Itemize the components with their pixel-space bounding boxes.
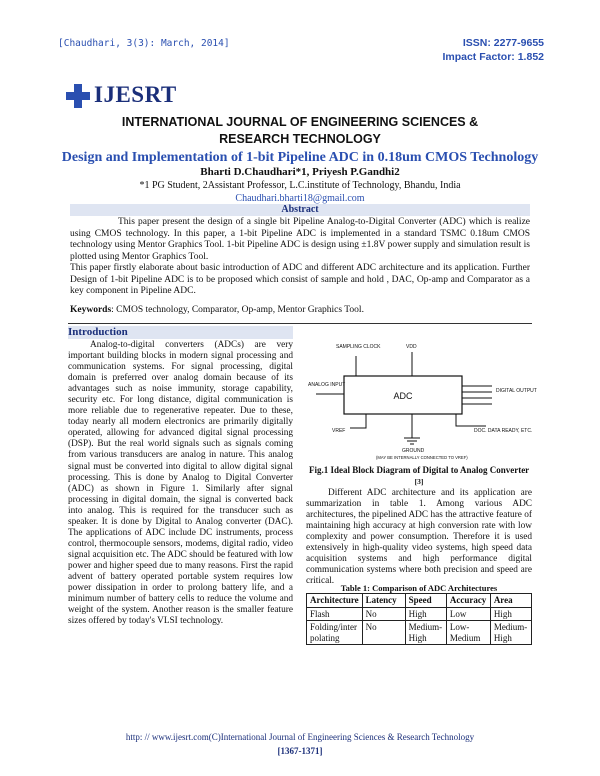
abstract-paragraph-1: This paper present the design of a single bit Pipeline Analog-to-Digital Converter (ADC) which is realize using CMOS technology. In this paper, a 1-bit Pipeline ADC is implemented in a standard TSMC 0.18um CMOS technology using Mentor Graphics Tool. 1-bit Pipeline ADC is design using ±1.8V power supply and simulation result is plotted using Mentor Graphics Tool. (70, 217, 530, 262)
vref-label: VREF (332, 428, 346, 434)
adc-label: ADC (393, 391, 413, 401)
footer-line: http: // www.ijesrt.com(C)International Journal of Engineering Sciences & Research Technology (125, 732, 475, 742)
digital-output-label: DIGITAL OUTPUT (496, 388, 537, 394)
table-caption: Table 1: Comparison of ADC Architectures (340, 583, 498, 593)
author-email[interactable]: Chaudhari.bharti18@gmail.com (235, 193, 365, 204)
logo-text: IJESRT (94, 82, 177, 107)
table-cell: Low-Medium (446, 621, 490, 645)
ground-symbol (404, 438, 420, 444)
table-row (307, 607, 532, 621)
table-header-row (307, 594, 532, 608)
table-cell: Medium-High (405, 621, 446, 645)
introduction-paragraph: Analog-to-digital converters (ADCs) are very important building blocks in modern signal processing and communication systems. For signal processing, digital domain is preferred over analog domain because of its advantages such as noise immunity, storage capability, security etc. For long distance, digital communication is more reliable due to regenerative repeater. Due to these, today nearly all modern electronics are primarily digitally operated, allowing for advanced digital signal processing (DSP). But the real world signals such as signals coming from various transducers are analog in nature. This analog signal must be converted into digital to allow digital signal processing. This is done by Analog to Digital Converter (ADC) as shown in Figure 1. Similarly after signal processing in digital domain, the signal is converted back into analog. This is required for the transducer such as speaker. It is done by Digital to Analog converter (DAC). The applications of ADC include DC instruments, process control, thermocouple sensors, modems, digital radio, video signal acquisition etc. The ADC should be featured with low power and higher speed due to many reasons. First the rapid advent of battery operated portable system requires low power dissipation in order to prolong battery life, and a minimum number of battery cells to reduce the volume and weight of the system. Another reason is the smaller feature sizes offered by today's VLSI technology. (68, 340, 293, 627)
ground-label: GROUND (402, 448, 425, 454)
paper-title: Design and Implementation of 1-bit Pipeline ADC in 0.18um CMOS Technology (61, 150, 539, 165)
footer-pages: [1367-1371] (277, 746, 323, 756)
issn: ISSN: 2277-9655 (462, 37, 544, 49)
analog-input-label: ANALOG INPUT (308, 382, 346, 388)
impact-factor: Impact Factor: 1.852 (442, 51, 544, 63)
plus-cross-icon (66, 84, 90, 108)
table-header-cell: Speed (405, 594, 446, 608)
figure-caption-text: Fig.1 Ideal Block Diagram of Digital to Analog Converter (308, 465, 530, 475)
right-column-body (306, 488, 532, 587)
adc-block-diagram (306, 338, 537, 462)
vref-wire (350, 414, 366, 428)
introduction-heading: Introduction (68, 326, 293, 339)
doc-label: DOC. DATA READY, ETC. (474, 428, 533, 434)
table-header-cell: Accuracy (446, 594, 490, 608)
figure-caption-ref: [3] (414, 477, 424, 486)
ground-note: (MAY BE INTERNALLY CONNECTED TO VREF) (376, 455, 468, 460)
sampling-clock-label: SAMPLING CLOCK (336, 344, 381, 350)
doc-wire (456, 414, 486, 426)
abstract-heading: Abstract (70, 204, 530, 216)
table-row (307, 621, 532, 645)
table-header-cell: Latency (362, 594, 405, 608)
keywords (70, 305, 530, 315)
paper-affiliation: *1 PG Student, 2Assistant Professor, L.C.institute of Technology, Bhandu, India (139, 180, 461, 191)
table-cell: High (490, 607, 531, 621)
introduction-body (68, 340, 293, 627)
vdd-label: VDD (406, 344, 417, 350)
table-cell: Low (446, 607, 490, 621)
keywords-text: : CMOS technology, Comparator, Op-amp, Mentor Graphics Tool. (111, 305, 364, 315)
table-cell: High (405, 607, 446, 621)
header-citation: [Chaudhari, 3(3): March, 2014] (58, 38, 230, 49)
table-header-cell: Area (490, 594, 531, 608)
paper-authors: Bharti D.Chaudhari*1, Priyesh P.Gandhi2 (200, 166, 400, 178)
table-cell: Folding/interpolating (307, 621, 363, 645)
keywords-label: Keywords (70, 305, 112, 315)
table-cell: Flash (307, 607, 363, 621)
table-cell: No (362, 621, 405, 645)
abstract-body (70, 217, 530, 298)
digital-output-bus (462, 386, 492, 404)
abstract-paragraph-2: This paper firstly elaborate about basic introduction of ADC and different ADC architecture and its application. Further Design of 1-bit Pipeline ADC is to be proposed which consist of sample and hold , DAC, Op-amp and Comparator as a key component in Pipeline ADC. (70, 263, 530, 296)
table-cell: Medium-High (490, 621, 531, 645)
table-cell: No (362, 607, 405, 621)
section-divider (68, 323, 532, 324)
table-header-cell: Architecture (307, 594, 363, 608)
header-right (442, 36, 544, 64)
adc-comparison-table (306, 593, 532, 645)
journal-name: INTERNATIONAL JOURNAL OF ENGINEERING SCIENCES & RESEARCH TECHNOLOGY (121, 115, 479, 146)
right-paragraph: Different ADC architecture and its application are summarization in table 1. Among various ADC architectures, the pipelined ADC has the attractive feature of maintaining high accuracy at high conversion rate with low complexity and power consumption. Therefore it is used extensively in high-quality video systems, high speed data acquisition systems and high performance digital communication systems where both precision and speed are critical. (306, 488, 532, 587)
